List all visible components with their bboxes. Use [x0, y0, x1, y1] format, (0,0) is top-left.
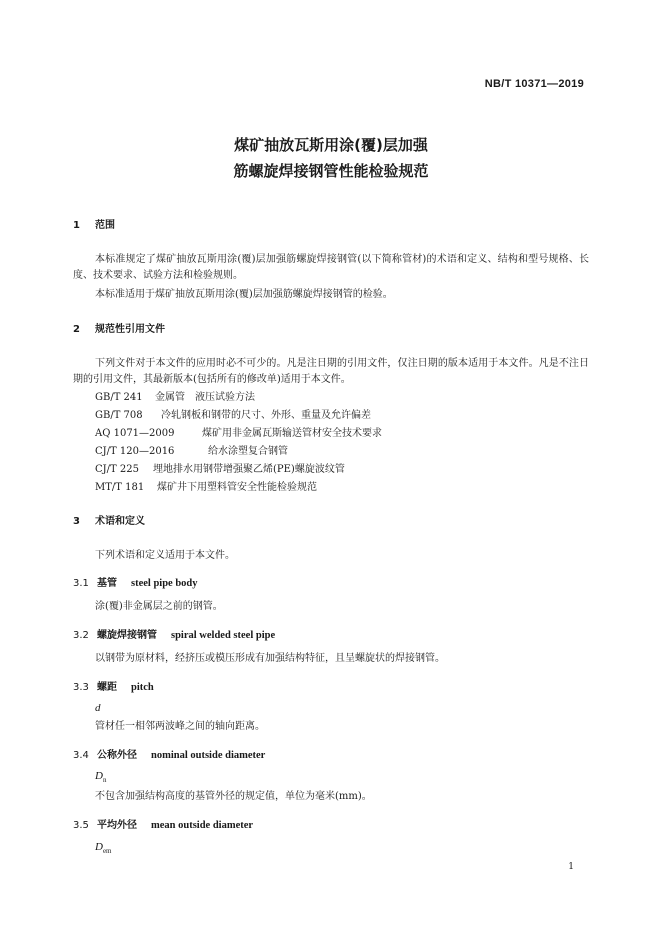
reference-item: [95, 480, 317, 496]
term-definition: 不包含加强结构高度的基管外径的规定值，单位为毫米(mm)。: [95, 791, 372, 802]
term-number: 3.4: [73, 750, 89, 761]
section-title: 规范性引用文件: [95, 324, 165, 335]
term-definition: 涂(覆)非金属层之前的钢管。: [95, 601, 223, 612]
reference-name: 冷轧钢板和钢带的尺寸、外形、重量及允许偏差: [161, 410, 371, 421]
reference-code: CJ/T 225: [95, 464, 139, 475]
term-chinese: 平均外径: [97, 820, 137, 831]
symbol-letter: D: [95, 770, 103, 782]
term-chinese: 基管: [97, 578, 117, 589]
term-english: spiral welded steel pipe: [171, 630, 276, 641]
term-number: 3.2: [73, 630, 89, 641]
term-symbol: [95, 770, 106, 784]
term-english: nominal outside diameter: [151, 750, 266, 761]
section-1-paragraph-2: 本标准适用于煤矿抽放瓦斯用涂(覆)层加强筋螺旋焊接钢管的检验。: [95, 289, 393, 300]
standard-number: NB/T 10371—2019: [484, 78, 584, 90]
reference-name: 给水涂塑复合钢管: [208, 446, 288, 457]
reference-name: 金属管 液压试验方法: [155, 392, 255, 403]
document-title: [0, 132, 662, 184]
term-chinese: 公称外径: [97, 750, 137, 761]
reference-code: GB/T 241: [95, 392, 143, 403]
title-line-2: 筋螺旋焊接钢管性能检验规范: [233, 162, 429, 180]
section-number: 3: [73, 516, 80, 527]
term-3-5: [73, 816, 253, 831]
section-3-paragraph-1: 下列术语和定义适用于本文件。: [95, 550, 235, 561]
term-number: 3.1: [73, 578, 89, 589]
term-english: steel pipe body: [131, 578, 198, 589]
section-number: 2: [73, 324, 80, 335]
symbol-subscript: em: [102, 847, 112, 856]
section-title: 术语和定义: [95, 516, 145, 527]
section-2-paragraph-1: 下列文件对于本文件的应用时必不可少的。凡是注日期的引用文件，仅注日期的版本适用于本文件。凡是不注日期的引用文件，其最新版本(包括所有的修改单)适用于本文件。: [73, 358, 589, 385]
symbol-subscript: n: [102, 776, 107, 785]
reference-item: [95, 408, 371, 424]
term-chinese: 螺旋焊接钢管: [97, 630, 157, 641]
reference-name: 埋地排水用钢带增强聚乙烯(PE)螺旋波纹管: [153, 464, 345, 475]
term-definition: 以钢带为原材料，经挤压或模压形成有加强结构特征，且呈螺旋状的焊接钢管。: [95, 653, 445, 664]
symbol-letter: d: [95, 702, 101, 714]
section-1-heading: [73, 218, 115, 234]
section-1-paragraph-1: 本标准规定了煤矿抽放瓦斯用涂(覆)层加强筋螺旋焊接钢管(以下简称管材)的术语和定义、结构和型号规格、长度、技术要求、试验方法和检验规则。: [73, 254, 589, 281]
term-number: 3.5: [73, 820, 89, 831]
reference-code: GB/T 708: [95, 410, 143, 421]
symbol-letter: D: [95, 841, 103, 853]
term-chinese: 螺距: [97, 682, 117, 693]
term-number: 3.3: [73, 682, 89, 693]
reference-item: [95, 462, 345, 478]
term-3-1: [73, 574, 198, 589]
reference-code: AQ 1071—2009: [95, 428, 175, 439]
section-number: 1: [73, 220, 80, 231]
title-line-1: 煤矿抽放瓦斯用涂(覆)层加强: [234, 136, 428, 154]
term-symbol: [95, 702, 101, 714]
page-number: 1: [568, 862, 574, 872]
term-definition: 管材任一相邻两波峰之间的轴向距离。: [95, 721, 265, 732]
reference-code: CJ/T 120—2016: [95, 446, 175, 457]
term-3-4: [73, 746, 265, 761]
section-2-heading: [73, 322, 165, 338]
section-3-heading: [73, 514, 145, 530]
term-3-3: [73, 678, 154, 693]
term-symbol: [95, 841, 112, 855]
reference-name: 煤矿用非金属瓦斯输送管材安全技术要求: [202, 428, 382, 439]
term-english: pitch: [131, 682, 154, 693]
section-title: 范围: [95, 220, 115, 231]
term-english: mean outside diameter: [151, 820, 254, 831]
reference-item: [95, 390, 255, 406]
reference-item: [95, 426, 382, 442]
term-3-2: [73, 626, 275, 641]
reference-name: 煤矿井下用塑料管安全性能检验规范: [157, 482, 317, 493]
reference-code: MT/T 181: [95, 482, 145, 493]
reference-item: [95, 444, 288, 460]
